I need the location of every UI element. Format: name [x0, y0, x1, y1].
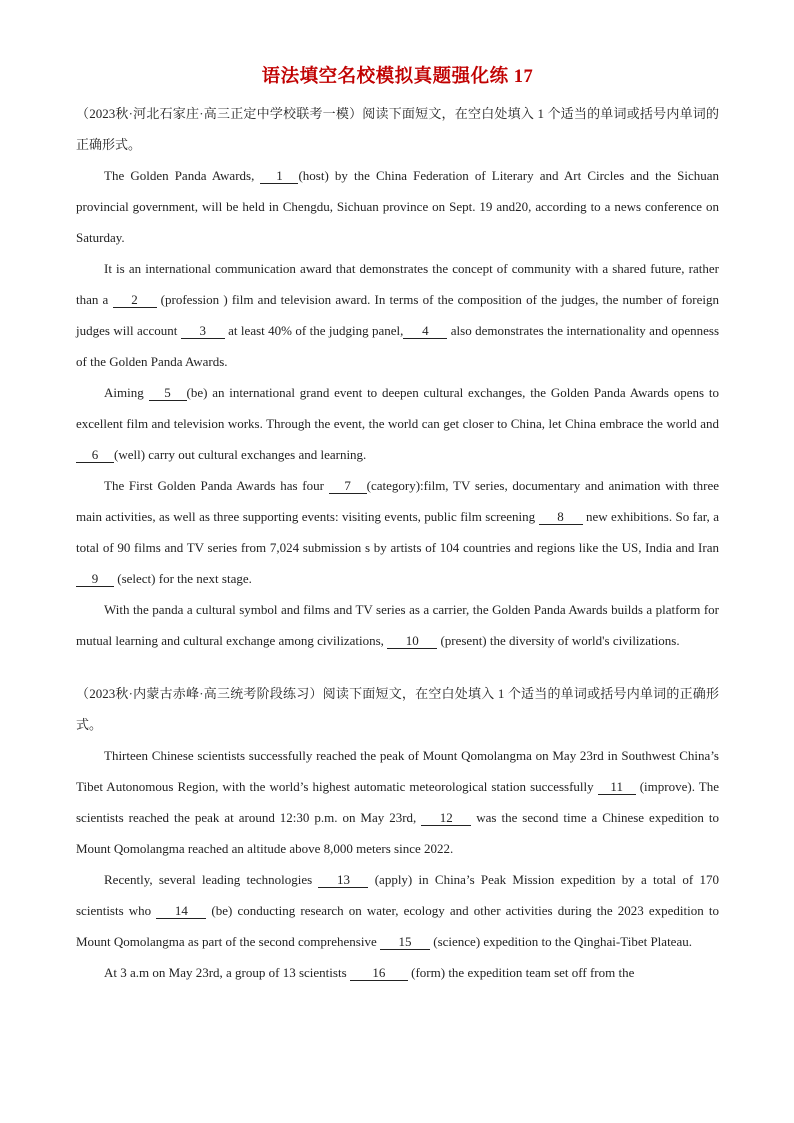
text-run: at least 40% of the judging panel, — [224, 323, 404, 338]
blank-3[interactable]: 3 — [181, 324, 225, 339]
passage1-paragraph-4 — [76, 470, 719, 594]
passage2-paragraph-1 — [76, 740, 719, 864]
blank-1[interactable]: 1 — [260, 169, 298, 184]
text-run: It is an international communication award that demonstrates the concept of community with a shared future, rather than a — [76, 261, 719, 307]
page-title: 语法填空名校模拟真题强化练 17 — [261, 67, 534, 87]
worksheet-page — [76, 62, 719, 988]
blank-9[interactable]: 9 — [76, 572, 114, 587]
text-run: (improve). The scientists reached the peak at around 12:30 p.m. on May 23rd, — [76, 779, 719, 825]
text-run: was the second time a Chinese expedition to Mount Qomolangma reached an altitude above 8,000 meters since 2022. — [76, 810, 720, 856]
blank-15[interactable]: 15 — [380, 935, 430, 950]
text-run: At 3 a.m on May 23rd, a group of 13 scientists — [104, 965, 350, 980]
text-run: (apply) in China’s Peak Mission expedition by a total of 170 scientists who — [76, 872, 719, 918]
passage1-paragraph-3 — [76, 377, 719, 470]
blank-7[interactable]: 7 — [329, 479, 367, 494]
blank-16[interactable]: 16 — [350, 966, 408, 981]
text-run: (be) an international grand event to deepen cultural exchanges, the Golden Panda Awards opens to excellent film and television works. Through the event, the world can get closer to China, let China embrace the world and — [76, 385, 719, 431]
text-run: Thirteen Chinese scientists successfully reached the peak of Mount Qomolangma on May 23rd in Southwest China’s Tibet Autonomous Region, with the world’s highest automatic meteorological station successfully — [76, 748, 719, 794]
text-run: Aiming — [104, 385, 149, 400]
text-run: (well) carry out cultural exchanges and learning. — [114, 447, 367, 462]
text-run: new exhibitions. So far, a total of 90 films and TV series from 7,024 submission s by artists of 104 countries and regions like the US, India and Iran — [76, 509, 719, 555]
passage1-paragraph-1 — [76, 160, 719, 253]
blank-2[interactable]: 2 — [113, 293, 157, 308]
text-run: (select) for the next stage. — [114, 571, 252, 586]
passage2-paragraph-2 — [76, 864, 719, 957]
blank-10[interactable]: 10 — [387, 634, 437, 649]
text-run: (category):film, TV series, documentary and animation with three main activities, as well as three supporting events: visiting events, public film screening — [76, 478, 719, 524]
blank-4[interactable]: 4 — [403, 324, 447, 339]
text-run: (host) by the China Federation of Literary and Art Circles and the Sichuan provincial government, will be held in Chengdu, Sichuan province on Sept. 19 and20, according to a news conference on Saturday. — [76, 168, 719, 245]
passage1-intro: （2023秋·河北石家庄·高三正定中学校联考一模）阅读下面短文，在空白处填入 1 个适当的单词或括号内单词的正确形式。 — [76, 106, 719, 152]
passage2-paragraph-3 — [76, 957, 719, 988]
section-gap — [76, 656, 719, 678]
passage1-paragraph-2 — [76, 253, 719, 377]
text-run: (form) the expedition team set off from the — [407, 965, 635, 980]
blank-11[interactable]: 11 — [598, 780, 636, 795]
text-run: (present) the diversity of world's civilizations. — [437, 633, 680, 648]
text-run: The First Golden Panda Awards has four — [104, 478, 329, 493]
blank-8[interactable]: 8 — [539, 510, 583, 525]
text-run: The Golden Panda Awards, — [104, 168, 261, 183]
text-run: (profession ) film and television award. In terms of the composition of the judges, the number of foreign judges will account — [76, 292, 719, 338]
passage2-intro: （2023秋·内蒙古赤峰·高三统考阶段练习）阅读下面短文，在空白处填入 1 个适当的单词或括号内单词的正确形式。 — [76, 686, 719, 732]
blank-14[interactable]: 14 — [156, 904, 206, 919]
blank-6[interactable]: 6 — [76, 448, 114, 463]
text-run: (be) conducting research on water, ecology and other activities during the 2023 expedition to Mount Qomolangma as part of the second comprehensive — [76, 903, 719, 949]
text-run: also demonstrates the internationality and openness of the Golden Panda Awards. — [76, 323, 720, 369]
blank-12[interactable]: 12 — [421, 811, 471, 826]
text-run: (science) expedition to the Qinghai-Tibet Plateau. — [429, 934, 692, 949]
text-run: Recently, several leading technologies — [104, 872, 319, 887]
passage1-paragraph-5 — [76, 594, 719, 656]
blank-5[interactable]: 5 — [149, 386, 187, 401]
text-run: With the panda a cultural symbol and films and TV series as a carrier, the Golden Panda Awards builds a platform for mutual learning and cultural exchange among civilizations, — [76, 602, 719, 648]
blank-13[interactable]: 13 — [318, 873, 368, 888]
